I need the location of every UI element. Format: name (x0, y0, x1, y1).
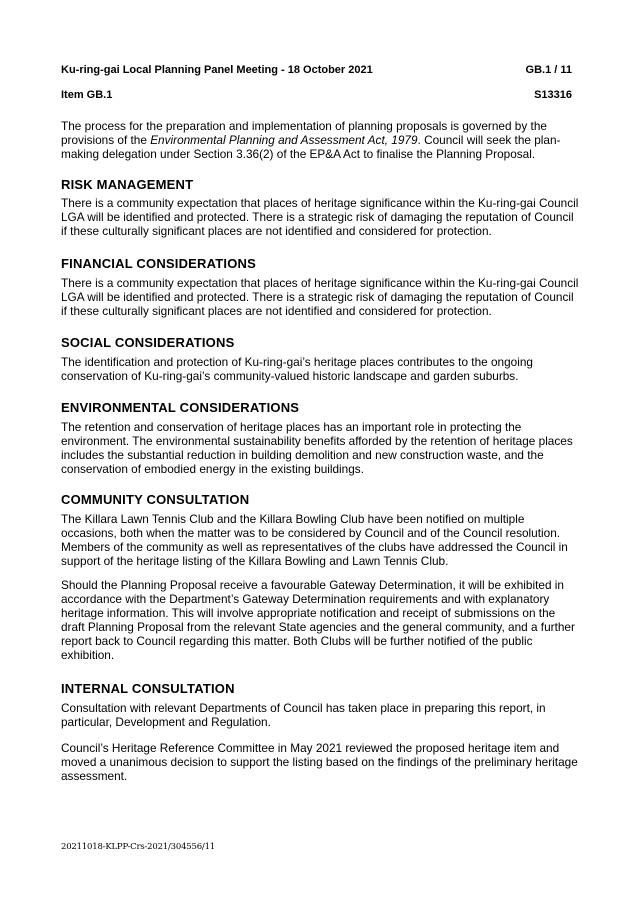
social-considerations-text: The identification and protection of Ku-ring-gai’s heritage places contributes to the ongoing conservation of Ku-ring-gai’s community-valued historic landscape and garden suburbs. (61, 355, 533, 383)
page-reference: GB.1 / 11 (525, 64, 572, 76)
social-considerations-heading: SOCIAL CONSIDERATIONS (61, 335, 235, 350)
intro-text-end: . Council will seek the plan-making delegation under Section 3.36(2) of the EP&A Act to finalise the Planning Proposal. (61, 133, 561, 161)
risk-management-text: There is a community expectation that places of heritage significance within the Ku-ring-gai Council LGA will be identified and protected. There is a strategic risk of damaging the reputation of Council if these culturally significant places are not identified and considered for protection. (61, 196, 579, 238)
intro-paragraph (61, 119, 581, 161)
meeting-title: Ku-ring-gai Local Planning Panel Meeting - 18 October 2021 (61, 64, 373, 76)
footer-document-reference: 20211018-KLPP-Crs-2021/304556/11 (61, 842, 216, 852)
act-name: Environmental Planning and Assessment Act, 1979 (150, 133, 418, 147)
community-consultation-para-2: Should the Planning Proposal receive a favourable Gateway Determination, it will be exhibited in accordance with the Department’s Gateway Determination requirements and with explanatory heritage information. This will involve appropriate notification and receipt of submissions on the draft Planning Proposal from the relevant State agencies and the general community, and a further report back to Council regarding this matter. Both Clubs will be further notified of the public exhibition. (61, 578, 575, 662)
environmental-considerations-text: The retention and conservation of heritage places has an important role in protecting the environment. The environmental sustainability benefits afforded by the retention of heritage places includes the substantial reduction in building demolition and new construction waste, and the conservation of embodied energy in the existing buildings. (61, 420, 573, 476)
internal-consultation-heading: INTERNAL CONSULTATION (61, 681, 235, 696)
environmental-considerations-heading: ENVIRONMENTAL CONSIDERATIONS (61, 400, 300, 415)
file-reference: S13316 (534, 89, 572, 101)
community-consultation-para-1: The Killara Lawn Tennis Club and the Killara Bowling Club have been notified on multiple occasions, both when the matter was to be considered by Council and of the Council resolution. Members of the community as well as representatives of the clubs have addressed the Council in support of the heritage listing of the Killara Bowling and Lawn Tennis Club. (61, 512, 568, 568)
internal-consultation-para-2: Council’s Heritage Reference Committee in May 2021 reviewed the proposed heritage item and moved a unanimous decision to support the listing based on the findings of the preliminary heritage assessment. (61, 741, 578, 783)
internal-consultation-para-1: Consultation with relevant Departments of Council has taken place in preparing this report, in particular, Development and Regulation. (61, 701, 546, 729)
item-label: Item GB.1 (61, 89, 113, 101)
community-consultation-heading: COMMUNITY CONSULTATION (61, 492, 250, 507)
risk-management-heading: RISK MANAGEMENT (61, 177, 194, 192)
financial-considerations-heading: FINANCIAL CONSIDERATIONS (61, 256, 256, 271)
financial-considerations-text: There is a community expectation that places of heritage significance within the Ku-ring-gai Council LGA will be identified and protected. There is a strategic risk of damaging the reputation of Council if these culturally significant places are not identified and considered for protection. (61, 276, 579, 318)
intro-text-start: The process for the preparation and implementation of planning proposals is governed by the provisions of the (61, 119, 547, 147)
